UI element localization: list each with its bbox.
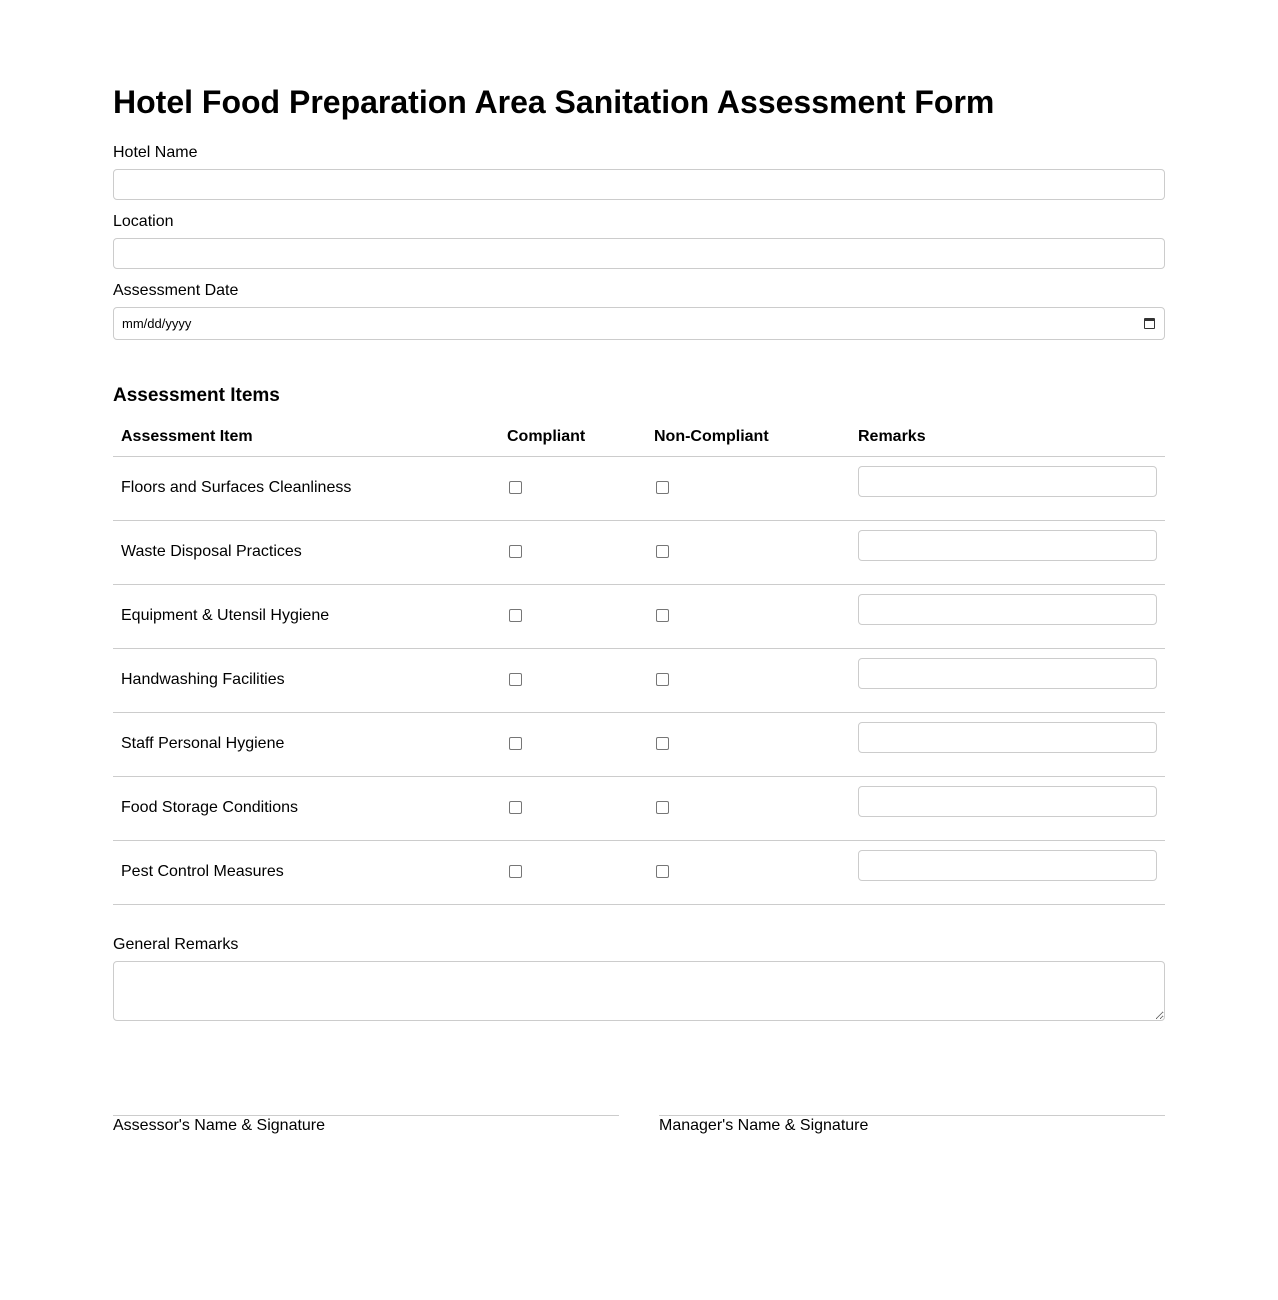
remarks-input[interactable] bbox=[858, 658, 1157, 689]
column-header-compliant: Compliant bbox=[499, 418, 646, 456]
non-compliant-checkbox[interactable] bbox=[656, 737, 669, 750]
compliant-checkbox[interactable] bbox=[509, 481, 522, 494]
item-label: Waste Disposal Practices bbox=[113, 520, 499, 584]
non-compliant-checkbox[interactable] bbox=[656, 609, 669, 622]
compliant-checkbox[interactable] bbox=[509, 545, 522, 558]
table-row bbox=[113, 712, 1165, 776]
item-label: Handwashing Facilities bbox=[113, 648, 499, 712]
manager-signature-label: Manager's Name & Signature bbox=[659, 1117, 869, 1134]
item-label: Equipment & Utensil Hygiene bbox=[113, 584, 499, 648]
compliant-checkbox[interactable] bbox=[509, 737, 522, 750]
item-label: Food Storage Conditions bbox=[113, 776, 499, 840]
column-header-item: Assessment Item bbox=[113, 418, 499, 456]
general-remarks-textarea[interactable] bbox=[113, 961, 1165, 1021]
item-label: Pest Control Measures bbox=[113, 840, 499, 904]
table-row bbox=[113, 520, 1165, 584]
assessor-signature-label: Assessor's Name & Signature bbox=[113, 1117, 326, 1134]
table-row bbox=[113, 584, 1165, 648]
compliant-checkbox[interactable] bbox=[509, 865, 522, 878]
compliant-checkbox[interactable] bbox=[509, 609, 522, 622]
location-label: Location bbox=[113, 213, 174, 230]
remarks-input[interactable] bbox=[858, 786, 1157, 817]
remarks-input[interactable] bbox=[858, 722, 1157, 753]
assessment-date-label: Assessment Date bbox=[113, 282, 239, 299]
assessment-items-heading: Assessment Items bbox=[113, 385, 280, 406]
assessment-date-input[interactable] bbox=[113, 307, 1165, 340]
non-compliant-checkbox[interactable] bbox=[656, 545, 669, 558]
hotel-name-label: Hotel Name bbox=[113, 144, 198, 161]
compliant-checkbox[interactable] bbox=[509, 801, 522, 814]
non-compliant-checkbox[interactable] bbox=[656, 673, 669, 686]
table-row bbox=[113, 776, 1165, 840]
calendar-icon[interactable] bbox=[1144, 318, 1155, 329]
non-compliant-checkbox[interactable] bbox=[656, 801, 669, 814]
date-placeholder: mm/dd/yyyy bbox=[122, 316, 192, 331]
item-label: Floors and Surfaces Cleanliness bbox=[113, 456, 499, 520]
remarks-input[interactable] bbox=[858, 530, 1157, 561]
column-header-remarks: Remarks bbox=[850, 418, 1165, 456]
assessment-items-table bbox=[113, 418, 1165, 905]
remarks-input[interactable] bbox=[858, 594, 1157, 625]
table-row bbox=[113, 840, 1165, 904]
remarks-input[interactable] bbox=[858, 466, 1157, 497]
non-compliant-checkbox[interactable] bbox=[656, 481, 669, 494]
table-header-row bbox=[113, 418, 1165, 456]
manager-signature-block bbox=[659, 1115, 1165, 1135]
item-label: Staff Personal Hygiene bbox=[113, 712, 499, 776]
table-row bbox=[113, 456, 1165, 520]
page-title: Hotel Food Preparation Area Sanitation Assessment Form bbox=[113, 84, 995, 120]
remarks-input[interactable] bbox=[858, 850, 1157, 881]
non-compliant-checkbox[interactable] bbox=[656, 865, 669, 878]
column-header-non-compliant: Non-Compliant bbox=[646, 418, 850, 456]
assessor-signature-block bbox=[113, 1115, 619, 1135]
location-input[interactable] bbox=[113, 238, 1165, 269]
table-row bbox=[113, 648, 1165, 712]
hotel-name-input[interactable] bbox=[113, 169, 1165, 200]
compliant-checkbox[interactable] bbox=[509, 673, 522, 686]
general-remarks-label: General Remarks bbox=[113, 936, 239, 953]
